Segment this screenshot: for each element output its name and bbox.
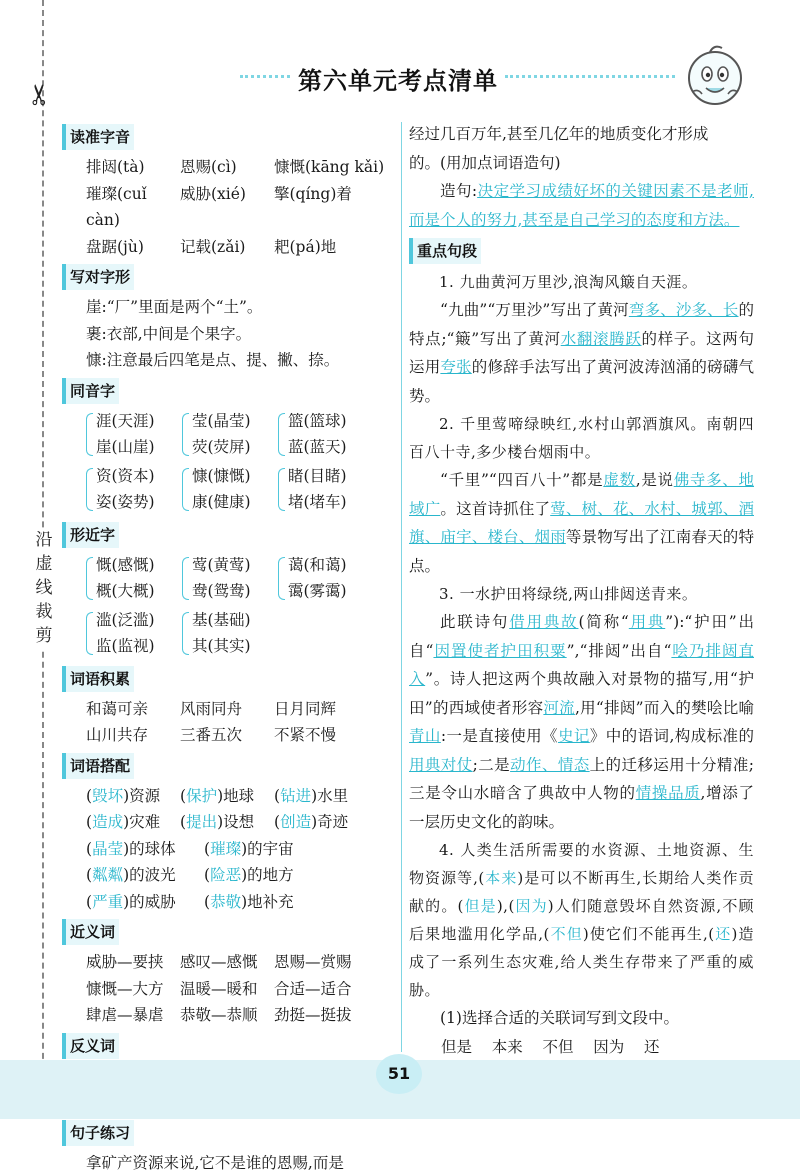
list-item: 璀璨(cuǐ càn) 威胁(xié) 擎(qíng)着	[62, 181, 397, 234]
answer-underline: 用典对仗	[409, 756, 473, 774]
writing-line: 崖:“厂”里面是两个“土”。	[62, 294, 397, 321]
answer-fill: 不但	[550, 925, 583, 943]
list-item: (毁坏)资源 (保护)地球 (钻进)水里	[62, 783, 397, 810]
writing-line: 裹:衣部,中间是个果字。	[62, 321, 397, 348]
column-divider	[401, 122, 402, 1052]
heading-synonyms: 近义词	[62, 919, 119, 945]
practice-text: 拿矿产资源来说,它不是谁的恩赐,而是	[62, 1150, 397, 1176]
text-run: ,用“排闼”而入的樊哙比喻	[575, 699, 754, 717]
heading-practice: 句子练习	[62, 1120, 134, 1146]
passage-4	[409, 836, 754, 1004]
text-run: (简称“	[578, 613, 628, 631]
sentence-answer: 造句:决定学习成绩好坏的关键因素不是老师,而是个人的努力,甚至是自己学习的态度和方法。	[409, 177, 754, 234]
right-column	[409, 120, 754, 1061]
answer-underline: 青山	[409, 727, 441, 745]
list-item: (晶莹)的球体 (璀璨)的宇宙	[62, 836, 397, 863]
left-column	[62, 120, 397, 1176]
text-run: :一是直接使用《	[441, 727, 558, 745]
text-run: )使它们不能再生,(	[583, 925, 715, 943]
answer-underline: 莺、树、花、水村、城郭、酒旗、庙宇、楼台、烟雨	[409, 500, 754, 547]
text-run: )造成了一系列生态灾难,给人类生存带来了严重的威胁。	[409, 925, 754, 999]
list-item: 和蔼可亲 风雨同舟 日月同辉	[62, 696, 397, 723]
answer-fill: 本来	[485, 869, 518, 887]
text-run: ,是说	[636, 471, 674, 489]
bracket-pair: 慷(慷慨) 康(健康)	[182, 463, 278, 516]
writing-line: 慷:注意最后四笔是点、提、撇、捺。	[62, 347, 397, 374]
bracket-pair: 莺(黄莺) 鸯(鸳鸯)	[182, 552, 278, 605]
heading-antonyms: 反义词	[62, 1033, 119, 1059]
answer-underline: 借用典故	[509, 613, 578, 631]
list-item: 慷慨—大方 温暖—暖和 合适—适合	[62, 976, 397, 1003]
text-run: “九曲”“万里沙”写出了黄河	[440, 301, 629, 319]
analysis-1	[409, 296, 754, 410]
list-item: (严重)的威胁 (恭敬)地补充	[62, 889, 397, 916]
heading-homophones: 同音字	[62, 378, 119, 404]
answer-underline: 情操品质	[636, 784, 701, 802]
bracket-pair: 莹(晶莹) 荧(荧屏)	[182, 408, 278, 461]
list-item: 威胁—要挟 感叹—感慨 恩赐—赏赐	[62, 949, 397, 976]
answer-underline: 因置使者护田积粟	[433, 642, 566, 660]
bracket-pair: 涯(天涯) 崖(山崖)	[86, 408, 182, 461]
text-run: ”。诗人把这两个典故融入对景物的描写,用“护田”的西域使者形容	[409, 670, 754, 717]
answer-fill: 但是	[464, 897, 497, 915]
bracket-pair: 基(基础) 其(其实)	[182, 607, 278, 660]
text-run: )是可以不断再生,长期给人类作贡献的。(	[409, 869, 754, 915]
similar-group	[62, 552, 397, 605]
text-run: )人们随意毁坏自然资源,不顾后果地滥用化学品,(	[409, 897, 754, 943]
text-run: ;二是	[473, 756, 510, 774]
bracket-pair: 慨(感慨) 概(大概)	[86, 552, 182, 605]
bracket-pair: 蔼(和蔼) 霭(雾霭)	[278, 552, 374, 605]
text-run: 的样子。这两句运用	[409, 330, 754, 377]
analysis-2	[409, 466, 754, 580]
question-1: (1)选择合适的关联词写到文段中。	[409, 1004, 754, 1033]
text-run: 的修辞手法写出了黄河波涛汹涌的磅礴气势。	[409, 358, 754, 405]
answer-underline: 夸张	[440, 358, 471, 376]
bracket-pair: 资(资本) 姿(姿势)	[86, 463, 182, 516]
homophone-group	[62, 408, 397, 461]
cut-label: 沿 虚 线 裁 剪	[31, 528, 57, 648]
heading-pronunciation: 读准字音	[62, 124, 134, 150]
text-run: 。这首诗抓住了	[440, 500, 550, 518]
similar-group	[62, 607, 397, 660]
bracket-pair: 睹(目睹) 堵(堵车)	[278, 463, 374, 516]
page-number: 51	[376, 1054, 422, 1094]
list-item: 盘踞(jù) 记载(zǎi) 耙(pá)地	[62, 234, 397, 261]
heading-writing: 写对字形	[62, 264, 134, 290]
poem-line-2: 2. 千里莺啼绿映红,水村山郭酒旗风。南朝四百八十寺,多少楼台烟雨中。	[409, 410, 754, 466]
answer-underline: 史记	[558, 727, 590, 745]
list-item: 排闼(tà) 恩赐(cì) 慷慨(kāng kǎi)	[62, 154, 397, 181]
answer-underline: 用典	[629, 613, 665, 631]
answer-fill: 还	[715, 925, 732, 943]
text-run: 4. 人类生活所需要的水资源、土地资源、生物资源等,(	[409, 841, 754, 887]
text-run: 的特点;“簸”写出了黄河	[409, 301, 754, 348]
heading-collocation: 词语搭配	[62, 753, 134, 779]
text-run: ”):“护田”出自“	[409, 613, 754, 660]
answer-underline: 水翻滚腾跃	[561, 330, 642, 348]
answer-fill: 因为	[515, 897, 548, 915]
text-run: 上的迁移运用十分精准;三是令山水暗含了典故中人物的	[409, 756, 754, 803]
pronunciation-list	[62, 154, 397, 260]
analysis-3	[409, 608, 754, 836]
answer-underline: 弯多、沙多、长	[629, 301, 739, 319]
poem-line-1: 1. 九曲黄河万里沙,浪淘风簸自天涯。	[409, 268, 754, 296]
heading-similar-chars: 形近字	[62, 522, 119, 548]
text-run: 》中的语词,构成标准的	[590, 727, 754, 745]
answer-underline: 哙乃排闼直入	[409, 642, 754, 689]
poem-line-3: 3. 一水护田将绿绕,两山排闼送青来。	[409, 580, 754, 608]
heading-vocab: 词语积累	[62, 666, 134, 692]
list-item: (造成)灾难 (提出)设想 (创造)奇迹	[62, 809, 397, 836]
title-decoration-right	[505, 75, 675, 78]
answer-underline: 虚数	[603, 471, 635, 489]
scissors-icon: ✂	[23, 83, 56, 106]
option-list: 但是 本来 不但 因为 还	[409, 1033, 754, 1062]
text-run: ),(	[497, 897, 515, 915]
text-run: 此联诗句	[440, 613, 509, 631]
text-run: 等景物写出了江南春天的特点。	[409, 528, 754, 575]
list-item: (粼粼)的波光 (险恶)的地方	[62, 862, 397, 889]
answer-underline: 河流	[543, 699, 575, 717]
text-run: ,增添了一层历史文化的韵味。	[409, 784, 754, 831]
practice-continued: 经过几百万年,甚至几亿年的地质变化才形成 的。(用加点词语造句)	[409, 120, 754, 177]
answer-underline: 动作、情态	[510, 756, 590, 774]
answer-underline: 佛寺多、地域广	[409, 471, 754, 518]
text-run: “千里”“四百八十”都是	[440, 471, 603, 489]
page-title: 第六单元考点清单	[278, 61, 518, 96]
bracket-pair: 篮(篮球) 蓝(蓝天)	[278, 408, 374, 461]
heading-key-sentences: 重点句段	[409, 238, 481, 264]
bracket-pair: 滥(泛滥) 监(监视)	[86, 607, 182, 660]
homophone-group	[62, 463, 397, 516]
list-item: 山川共存 三番五次 不紧不慢	[62, 722, 397, 749]
text-run: ”,“排闼”出自“	[567, 642, 672, 660]
list-item: 肆虐—暴虐 恭敬—恭顺 劲挺—挺拔	[62, 1002, 397, 1029]
mascot-icon	[680, 40, 750, 110]
